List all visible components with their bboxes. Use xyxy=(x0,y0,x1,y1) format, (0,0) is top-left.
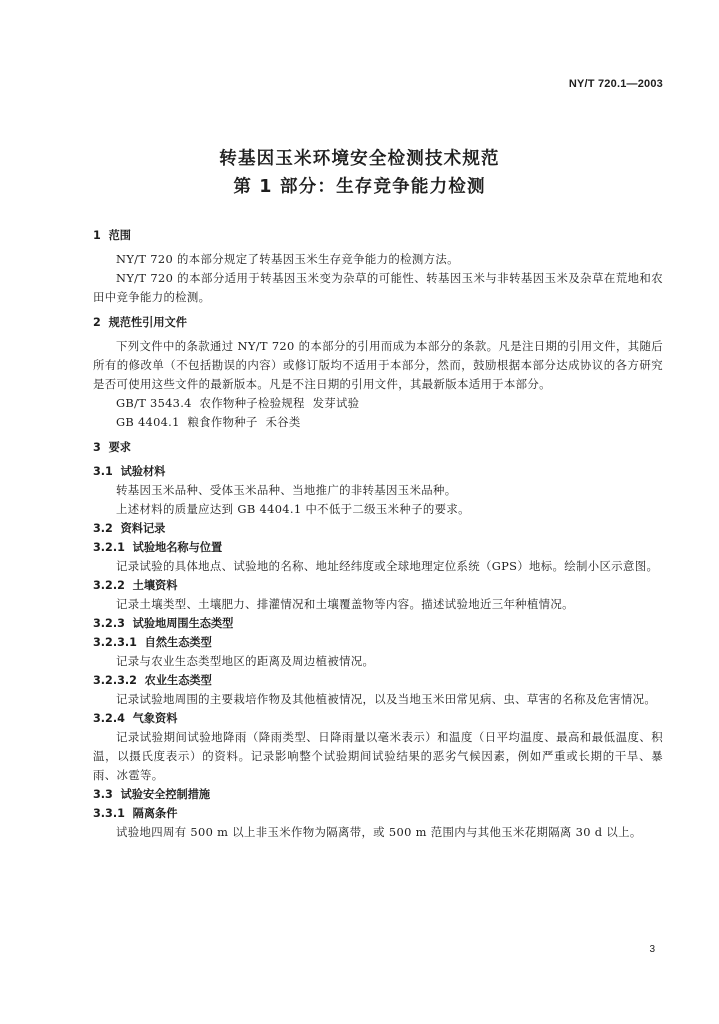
section-heading: 3 要求 xyxy=(93,441,131,454)
paragraph: 转基因玉米品种、受体玉米品种、当地推广的非转基因玉米品种。 xyxy=(116,483,457,497)
section-heading: 2 规范性引用文件 xyxy=(93,316,187,329)
subsection-heading: 3.2.3.1 自然生态类型 xyxy=(93,636,212,649)
page-number: 3 xyxy=(649,944,655,955)
paragraph: NY/T 720 的本部分适用于转基因玉米变为杂草的可能性、转基因玉米与非转基因玉米及杂草在荒地和农田中竞争能力的检测。 xyxy=(93,271,664,304)
paragraph: 上述材料的质量应达到 GB 4404.1 中不低于二级玉米种子的要求。 xyxy=(116,502,470,516)
paragraph: 记录与农业生态类型地区的距离及周边植被情况。 xyxy=(116,654,375,668)
subsection-heading: 3.3.1 隔离条件 xyxy=(93,807,178,820)
paragraph: 记录试验地周围的主要栽培作物及其他植被情况，以及当地玉米田常见病、虫、草害的名称及危害情况。 xyxy=(116,692,657,706)
section-heading: 1 范围 xyxy=(93,229,131,242)
reference-item: GB/T 3543.4 农作物种子检验规程 发芽试验 xyxy=(116,396,360,410)
paragraph: 下列文件中的条款通过 NY/T 720 的本部分的引用而成为本部分的条款。凡是注日期的引用文件，其随后所有的修改单（不包括勘误的内容）或修订版均不适用于本部分，然而，鼓励根据本部分达成协议的各方研究是否可使用这些文件的最新版本。凡是不注日期的引用文件，其最新版本适用于本部分。 xyxy=(93,339,663,391)
subsection-heading: 3.2.2 土壤资料 xyxy=(93,579,178,592)
subsection-heading: 3.2.1 试验地名称与位置 xyxy=(93,541,223,554)
document-title: 转基因玉米环境安全检测技术规范 xyxy=(219,149,500,169)
paragraph: 记录试验期间试验地降雨（降雨类型、日降雨量以毫米表示）和温度（日平均温度、最高和最低温度、积温，以摄氏度表示）的资料。记录影响整个试验期间试验结果的恶劣气候因素，例如严重或长期的干旱、暴雨、冰雹等。 xyxy=(93,730,663,782)
paragraph: 试验地四周有 500 m 以上非玉米作物为隔离带，或 500 m 范围内与其他玉米花期隔离 30 d 以上。 xyxy=(116,825,642,839)
standard-code: NY/T 720.1—2003 xyxy=(568,78,663,90)
document-body xyxy=(93,226,663,842)
subsection-heading: 3.3 试验安全控制措施 xyxy=(93,788,211,801)
paragraph: 记录土壤类型、土壤肥力、排灌情况和土壤覆盖物等内容。描述试验地近三年种植情况。 xyxy=(116,597,574,611)
subsection-heading: 3.2 资料记录 xyxy=(93,522,166,535)
paragraph: NY/T 720 的本部分规定了转基因玉米生存竞争能力的检测方法。 xyxy=(116,252,459,266)
subsection-heading: 3.2.3 试验地周围生态类型 xyxy=(93,617,234,630)
subsection-heading: 3.2.3.2 农业生态类型 xyxy=(93,674,212,687)
reference-item: GB 4404.1 粮食作物种子 禾谷类 xyxy=(116,415,301,429)
document-subtitle: 第 1 部分：生存竞争能力检测 xyxy=(233,177,486,197)
subsection-heading: 3.2.4 气象资料 xyxy=(93,712,178,725)
subsection-heading: 3.1 试验材料 xyxy=(93,465,166,478)
paragraph: 记录试验的具体地点、试验地的名称、地址经纬度或全球地理定位系统（GPS）地标。绘制小区示意图。 xyxy=(116,559,659,573)
